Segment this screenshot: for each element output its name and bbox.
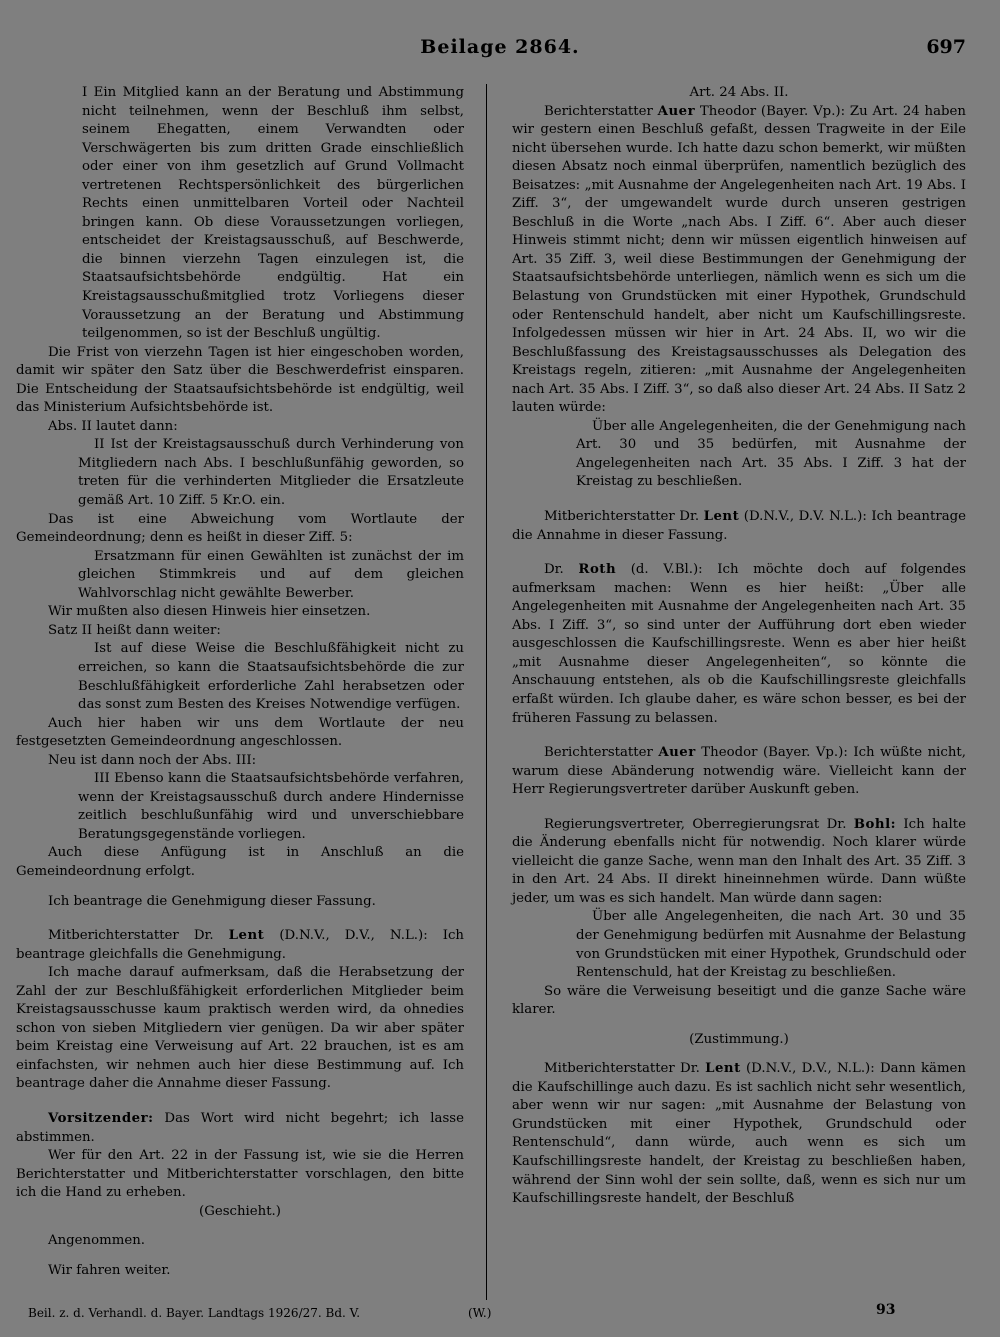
paragraph: Das ist eine Abweichung vom Wortlaute der Gemeindeordnung; denn es heißt in dieser Ziff. 5: (16, 511, 464, 546)
paragraph: Wir fahren weiter. (48, 1262, 171, 1278)
section-heading: Art. 24 Abs. II. (689, 85, 789, 100)
column-divider (486, 84, 487, 1300)
speaker-role: Regierungsvertreter, Oberregierungsrat Dr. (544, 816, 854, 832)
speaker-paragraph (512, 103, 966, 418)
speaker-paragraph (512, 1060, 966, 1208)
speech-text: Das Wort wird nicht begehrt; ich lasse abstimmen. (16, 1110, 464, 1145)
page-number: 697 (926, 36, 966, 58)
paragraph: So wäre die Verweisung beseitigt und die ganze Sache wäre klarer. (512, 983, 966, 1018)
page-header (0, 36, 1000, 66)
printer-mark: (W.) (468, 1306, 492, 1320)
quote-paragraph: Über alle Angelegenheiten, die nach Art. 30 und 35 der Genehmigung bedürfen mit Ausnahme der Belastung von Grundstücken mit einer Hypothek, Grundschuld oder Rentenschuld, hat der Kreistag zu beschließen. (576, 909, 966, 981)
speaker-name: Roth (578, 562, 617, 578)
signature-number: 93 (876, 1302, 896, 1318)
quote-paragraph: III Ebenso kann die Staatsaufsichtsbehörde verfahren, wenn der Kreistagsausschuß durch andere Hindernisse zeitlich beschlußunfähig wird und unverschiebbare Beratungsgegenstände vorliegen. (78, 771, 464, 842)
paragraph: Angenommen. (48, 1233, 145, 1249)
paragraph: Auch diese Anfügung ist in Anschluß an die Gemeindeordnung erfolgt. (16, 845, 464, 879)
paragraph: Ich mache darauf aufmerksam, daß die Herabsetzung der Zahl der zur Beschlußfähigkeit erforderlichen Mitglieder beim Kreistagsausschusse kaum praktisch werden wird, da ohnedies schon von sieben Mitgliedern vier genügen. Da wir aber später beim Kreistag eine Verweisung auf Art. 22 brauchen, ist es am einfachsten, wir nehmen auch hier diese Bestimmung auf. Ich beantrage daher die Annahme dieser Fassung. (16, 965, 464, 1092)
paragraph: Satz II heißt dann weiter: (48, 622, 221, 638)
quote-paragraph: Ist auf diese Weise die Beschlußfähigkeit nicht zu erreichen, so kann die Staatsaufsichtsbehörde die zur Beschlußfähigkeit erforderliche Zahl herabsetzen oder das sonst zum Besten des Kreises Notwendige verfügen. (78, 641, 464, 713)
speaker-role: Berichterstatter (544, 103, 658, 119)
speech-text: (D.N.V., D.V. N.L.): Ich beantrage die Annahme in dieser Fassung. (512, 509, 966, 543)
paragraph: Die Frist von vierzehn Tagen ist hier eingeschoben worden, damit wir später den Satz über die Beschwerdefrist einsparen. Die Entscheidung der Staatsaufsichtsbehörde ist endgültig, weil das Ministerium Aufsichtsbehörde ist. (16, 344, 464, 416)
speaker-name: Vorsitzender: (48, 1110, 154, 1126)
right-column (512, 84, 966, 1209)
quote-paragraph: Über alle Angelegenheiten, die der Genehmigung nach Art. 30 und 35 bedürfen, mit Ausnahme der Angelegenheiten nach Art. 35 Abs. I Ziff. 3 hat der Kreistag zu beschließen. (576, 418, 966, 490)
speech-text: (d. V.Bl.): Ich möchte doch auf folgendes aufmerksam machen: Wenn es hier heißt: „Über alle Angelegenheiten mit Ausnahme der Angelegenheiten nach Art. 35 Abs. I Ziff. 3“, so sind unter der Aufführung dort eben wieder ausgeschlossen die Kaufschillingsreste. Wenn es aber hier heißt „mit Ausnahme dieser Angelegenheiten“, so könnte die Anschauung entstehen, als ob die Kaufschillingsreste gleichfalls erfaßt würden. Ich glaube daher, es wäre schon besser, es bei der früheren Fassung zu belassen. (512, 562, 967, 726)
speech-text: Theodor (Bayer. Vp.): Ich wüßte nicht, warum diese Abänderung notwendig wäre. Vielleicht kann der Herr Regierungsvertreter darüber Auskunft geben. (512, 745, 967, 798)
quote-paragraph: Ersatzmann für einen Gewählten ist zunächst der im gleichen Stimmkreis und auf dem gleichen Wahlvorschlag nicht gewählte Bewerber. (78, 548, 464, 601)
paragraph: Wer für den Art. 22 in der Fassung ist, wie sie die Herren Berichterstatter und Mitberichterstatter vorschlagen, den bitte ich die Hand zu erheben. (16, 1148, 464, 1201)
stage-direction: (Geschieht.) (199, 1203, 281, 1219)
source-line: Beil. z. d. Verhandl. d. Bayer. Landtags 1926/27. Bd. V. (28, 1306, 361, 1320)
speaker-paragraph (512, 744, 966, 800)
speaker-role: Berichterstatter (544, 745, 659, 761)
speaker-paragraph (512, 508, 966, 545)
speaker-role: Mitberichterstatter Dr. (544, 1061, 706, 1077)
speaker-paragraph (16, 927, 464, 964)
paragraph: Neu ist dann noch der Abs. III: (48, 752, 257, 768)
speaker-paragraph (512, 561, 966, 728)
paragraph: Wir mußten also diesen Hinweis hier einsetzen. (48, 604, 371, 620)
page-title: Beilage 2864. (420, 36, 580, 58)
speaker-name: Lent (228, 928, 265, 944)
speaker-role: Dr. (544, 562, 579, 578)
speaker-name: Auer (658, 745, 696, 761)
left-column (16, 84, 464, 1280)
speaker-paragraph (16, 1110, 464, 1147)
paragraph: Auch hier haben wir uns dem Wortlaute der neu festgesetzten Gemeindeordnung angeschlossen. (16, 715, 464, 750)
speech-text: Theodor (Bayer. Vp.): Zu Art. 24 haben wir gestern einen Beschluß gefaßt, dessen Tragweite in der Eile nicht übersehen wurde. Ich hatte dazu schon bemerkt, wir müßten diesen Absatz noch einmal überprüfen, namentlich bezüglich des Beisatzes: „mit Ausnahme der Angelegenheiten nach Art. 19 Abs. I Ziff. 3“, der umgewandelt wurde durch unseren gestrigen Beschluß in die Worte „nach Abs. I Ziff. 6“. Aber auch dieser Hinweis stimmt nicht; denn wir müssen eigentlich hinweisen auf Art. 35 Ziff. 3, weil diese Bestimmungen der Genehmigung der Staatsaufsichtsbehörde unterliegen, nämlich wenn es sich um die Belastung von Grundstücken mit einer Hypothek, Grundschuld oder Rentenschuld handelt, aber nicht um Kaufschillingsreste. Infolgedessen müssen wir hier in Art. 24 Abs. II, wo wir die Beschlußfassung des Kreistagsausschusses als Delegation des Kreistags regeln, zitieren: „mit Ausnahme der Angelegenheiten nach Art. 35 Abs. I Ziff. 3“, so daß also dieser Art. 24 Abs. II Satz 2 lauten würde: (512, 103, 966, 416)
speaker-name: Auer (657, 103, 696, 119)
speech-text: Ich halte die Änderung ebenfalls nicht für notwendig. Noch klarer würde vielleicht die ganze Sache, wenn man den Inhalt des Art. 35 Ziff. 3 in den Art. 24 Abs. II direkt hineinnehmen würde. Dann wüßte jeder, um was es sich handelt. Man würde dann sagen: (512, 816, 966, 906)
speaker-paragraph (512, 816, 966, 909)
quote-paragraph: II Ist der Kreistagsausschuß durch Verhinderung von Mitgliedern nach Abs. I beschlußunfähig geworden, so treten für die verhinderten Mitglieder die Ersatzleute gemäß Art. 10 Ziff. 5 Kr.O. ein. (78, 437, 464, 509)
paragraph: Abs. II lautet dann: (48, 418, 178, 434)
speech-text: (D.N.V., D.V., N.L.): Dann kämen die Kaufschillinge auch dazu. Es ist sachlich nicht sehr wesentlich, aber wenn wir nur sagen: „mit Ausnahme der Belastung von Grundstücken mit einer Hypothek, Grundschuld oder Rentenschuld“, dann würde, auch wenn es sich um Kaufschillingsreste handelt, der Kreistag zu beschließen haben, während der Sinn wohl der sein sollte, daß, wenn es sich nur um Kaufschillingsreste handelt, der Beschluß (512, 1061, 966, 1207)
speaker-name: Bohl: (853, 816, 897, 832)
paragraph: Ich beantrage die Genehmigung dieser Fassung. (48, 893, 376, 909)
quote-paragraph: I Ein Mitglied kann an der Beratung und Abstimmung nicht teilnehmen, wenn der Beschluß ihm selbst, seinem Ehegatten, einem Verwandten oder Verschwägerten bis zum dritten Grade einschließlich oder einer von ihm gesetzlich auf Grund Vollmacht vertretenen Rechtspersönlichkeit des bürgerlichen Rechts einen unmittelbaren Vorteil oder Nachteil bringen kann. Ob diese Voraussetzungen vorliegen, entscheidet der Kreistagsausschuß, auf Beschwerde, die binnen vierzehn Tagen einzulegen ist, die Staatsaufsichtsbehörde endgültig. Hat ein Kreistagsausschußmitglied trotz Vorliegens dieser Voraussetzung an der Beratung und Abstimmung teilgenommen, so ist der Beschluß ungültig. (82, 85, 464, 342)
stage-direction: (Zustimmung.) (689, 1031, 789, 1047)
speech-text: (D.N.V., D.V., N.L.): Ich beantrage gleichfalls die Genehmigung. (16, 928, 464, 962)
speaker-role: Mitberichterstatter Dr. (544, 509, 704, 525)
speaker-name: Lent (705, 1061, 741, 1077)
speaker-name: Lent (703, 509, 740, 525)
speaker-role: Mitberichterstatter Dr. (48, 928, 229, 944)
